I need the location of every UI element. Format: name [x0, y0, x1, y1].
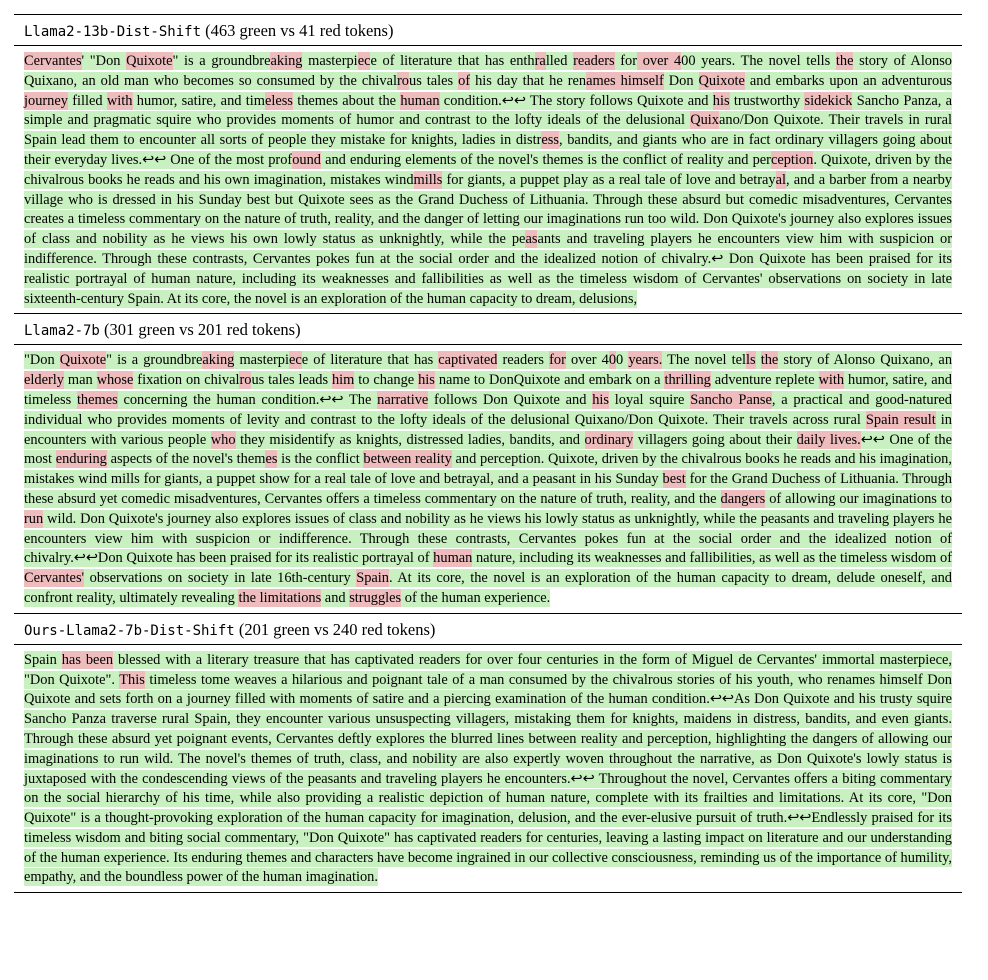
green-token: concerning the human condition.↩↩ The: [117, 391, 378, 408]
green-token: for giants, a puppet play as a real tale of love and betray: [442, 171, 776, 188]
red-token: aking: [202, 352, 235, 369]
red-token: ordinary: [584, 431, 634, 448]
red-token: This: [119, 671, 145, 688]
red-token: ess: [541, 132, 560, 149]
red-token: who: [210, 431, 236, 448]
green-token: . At its core, the novel is an exploration of the human capacity to dream, delude oneself, and confront reality, ultimately revealing: [24, 570, 952, 606]
green-token: " is a groundbre: [172, 53, 271, 69]
red-token: Quixote: [126, 53, 173, 69]
green-token: , bandits, and giants who are in fact ordinary villagers going about their everyday lives.↩↩ One of the most prof: [24, 132, 953, 168]
red-token: human: [400, 92, 440, 109]
green-token: . Quixote, driven by the chivalrous books he reads and his own imagination, mistakes wind: [24, 151, 952, 188]
green-token: name to DonQuixote and embark on a: [434, 372, 665, 389]
green-token: and embarks upon an adventurous: [744, 72, 952, 89]
green-token: story of Alonso Quixano, an: [778, 352, 953, 369]
green-token: themes about the: [292, 92, 401, 109]
red-token: Cervantes: [24, 53, 82, 69]
red-token: the limitations: [238, 589, 322, 606]
red-token: mills: [413, 171, 443, 188]
red-token: run: [24, 510, 44, 527]
green-token: e of literature that has: [301, 352, 439, 369]
red-token: ro: [239, 372, 252, 389]
green-token: and perception. Quixote, driven by the chivalrous books he reads and his imagination, mistakes wind mills for giants, a puppet show for a real tale of love and betrayal, and a peasant in his Sunday: [24, 451, 952, 488]
red-token: his: [712, 92, 730, 109]
green-token: fixation on chival: [133, 372, 240, 389]
bottom-rule: [14, 892, 962, 893]
green-token: us tales: [409, 72, 459, 89]
green-token: aspects of the novel's them: [106, 451, 266, 468]
green-token: Sancho Panza, a simple and pragmatic squire who provides moments of humor and contrast to the lofty ideals of the delusional: [24, 92, 952, 129]
red-token: elderly: [24, 372, 64, 389]
red-token: es: [265, 451, 278, 468]
section-header-2: [14, 314, 962, 344]
red-token: readers: [573, 53, 615, 69]
green-token: observations on society in late 16th-century: [84, 570, 357, 587]
green-token: humor, satire, and timeless: [24, 372, 953, 408]
red-token: ound: [292, 151, 321, 168]
token-count: (201 green vs 240 red tokens): [238, 619, 436, 639]
green-token: e of literature that has enth: [370, 53, 535, 69]
green-token: [756, 351, 761, 369]
red-token: has been: [61, 651, 114, 668]
green-token: man: [63, 372, 97, 389]
green-token: story of Alonso Quixano, an old man who becomes so consumed by the chival: [24, 53, 952, 89]
red-token: between reality: [363, 451, 452, 468]
red-token: his: [418, 372, 435, 389]
section-text-1: [14, 46, 962, 313]
red-token: enduring: [55, 451, 107, 468]
red-token: best: [662, 471, 686, 488]
green-token: The novel tel: [662, 352, 747, 369]
red-token: ra: [534, 53, 546, 69]
red-token: ames himself: [586, 72, 664, 89]
red-token: human: [433, 550, 473, 567]
green-token: his day that he ren: [470, 72, 587, 89]
red-token: for: [549, 352, 566, 369]
red-token: ception: [770, 151, 814, 168]
red-token: struggles: [349, 589, 402, 606]
green-token: masterpi: [302, 53, 358, 69]
red-token: themes: [76, 391, 118, 408]
model-name: Llama2-7b: [24, 323, 100, 340]
green-token: loyal squire: [608, 391, 691, 408]
green-token: 0: [616, 352, 629, 369]
green-token: in encounters with various people: [24, 411, 952, 448]
green-token: trustworthy: [729, 92, 805, 109]
green-token: filled: [67, 92, 107, 109]
red-token: with: [818, 372, 845, 389]
red-token: thrilling: [664, 372, 711, 389]
token-count: (463 green vs 41 red tokens): [205, 21, 394, 40]
red-token: ec: [289, 352, 302, 369]
green-token: , a practical and good-natured individual who provides moments of levity and contrast to the lofty ideals of the delusional Quixano/Don Quixote. Their travels across rural: [24, 391, 952, 428]
green-token: us tales leads: [251, 372, 332, 389]
green-token: ' "Don: [81, 53, 127, 69]
green-token: readers: [497, 352, 550, 369]
red-token: narrative: [377, 391, 429, 408]
red-token: dangers: [720, 490, 766, 507]
red-token: eless: [264, 92, 293, 109]
green-token: follows Don Quixote and: [428, 391, 593, 408]
red-token: Cervantes': [24, 570, 85, 587]
green-token: is the conflict: [277, 451, 364, 468]
green-token: , and a barber from a nearby village who is dressed in his Sunday best but Quixote sees as the Grand Duchess of Lithuania. Through these absurd but comedic misadventures, Cervantes creates a timeless commentary on the nature of truth, reality, and the danger of letting our imaginations run too wild. Don Quixote's journey also explores issues of class and nobility as he views his own lowly status as unknightly, while the pe: [24, 171, 952, 248]
green-token: blessed with a literary treasure that has captivated readers for over four centuries in the form of Miguel de Cervantes' immortal masterpiece, "Don Quixote".: [24, 651, 952, 688]
red-token: Spain result: [865, 411, 936, 428]
green-token: Spain: [24, 651, 62, 668]
red-token: ec: [357, 53, 371, 69]
red-token: Quix: [690, 112, 719, 129]
green-token: wild. Don Quixote's journey also explores issues of class and nobility as he views his lowly status as unknightly, while the peasants and traveling players he encounters view him with suspicion or indifference. Through these contrasts, Cervantes pokes fun at the social order and the idealized notion of chivalry.↩↩Don Quixote has been praised for its realistic portrayal of: [24, 510, 952, 567]
red-token: as: [525, 231, 538, 248]
green-token: "Don: [24, 352, 60, 369]
green-token: for the Grand Duchess of Lithuania. Through these absurd yet comedic misadventures, Cervantes offers a timeless commentary on the nature of truth, reality, and the: [24, 471, 952, 507]
red-token: years.: [628, 352, 663, 369]
green-token: 00 years. The novel tells: [681, 53, 836, 69]
red-token: journey: [24, 92, 68, 109]
model-name: Llama2-13b-Dist-Shift: [24, 24, 202, 40]
green-token: of the human experience.: [401, 589, 551, 606]
green-token: of allowing our imaginations to: [765, 490, 952, 507]
green-token: ↩↩ One of the most: [24, 431, 952, 468]
green-token: ano/Don Quixote. Their travels in rural Spain lead them to encounter all sorts of people they mistake for knights, ladies in distr: [24, 112, 952, 149]
green-token: ants and traveling players he encounters view him with suspicion or indifference. Through these contrasts, Cervantes pokes fun at the social order and the idealized notion of chivalry.↩ Don Quixote has been praised for its realistic portrayal of human nature, including its weaknesses and fallibilities as well as the timeless wisdom of Cervantes' observations on society in late sixteenth-century Spain. At its core, the novel is an exploration of the human capacity to dream, delusions,: [24, 231, 952, 307]
green-token: to change: [354, 372, 419, 389]
red-token: 0: [608, 352, 617, 369]
token-count: (301 green vs 201 red tokens): [103, 320, 301, 340]
red-token: his: [592, 391, 609, 408]
red-token: whose: [96, 372, 134, 389]
green-token: over 4: [565, 352, 609, 369]
section-header-3: [14, 614, 962, 644]
green-token: condition.↩↩ The story follows Quixote and: [439, 92, 713, 109]
green-token: and enduring elements of the novel's themes is the conflict of reality and per: [320, 151, 771, 168]
green-token: they misidentify as knights, distressed ladies, bandits, and: [235, 431, 585, 448]
section-text-3: [14, 645, 962, 893]
red-token: of: [458, 72, 471, 89]
red-token: Quixote: [59, 352, 107, 369]
green-token: Don: [663, 72, 699, 89]
red-token: Quixote: [698, 72, 745, 89]
green-token: nature, including its weaknesses and fallibilities, as well as the timeless wisdom of: [472, 550, 952, 567]
red-token: ro: [397, 72, 410, 89]
green-token: masterpi: [234, 352, 289, 369]
red-token: him: [331, 372, 355, 389]
red-token: the: [760, 352, 779, 369]
red-token: aking: [270, 53, 303, 69]
green-token: and: [321, 589, 350, 606]
red-token: captivated: [438, 352, 498, 369]
green-token: for: [614, 53, 638, 69]
red-token: ls: [746, 352, 756, 369]
section-text-2: [14, 345, 962, 612]
green-token: timeless tome weaves a hilarious and poignant tale of a man consumed by the chivalrous stories of his youth, who renames himself Don Quixote and sets forth on a journey filled with moments of satire and a piercing examination of the human condition.↩↩As Don Quixote and his trusty squire Sancho Panza traverse rural Spain, they encounter various unsuspecting villagers, mistaking them for knights, maidens in distress, bandits, and even giants. Through these absurd yet poignant events, Cervantes deftly explores the blurred lines between reality and perception, highlighting the dangers of allowing our imaginations to run wild. The novel's themes of truth, class, and nobility are also expertly woven throughout the narrative, as Don Quixote's lowly status is juxtaposed with the condescending views of the peasants and traveling players he encounters.↩↩ Throughout the novel, Cervantes offers a biting commentary on the social hierarchy of his time, while also providing a realistic depiction of human nature, complete with its frailties and limitations. At its core, "Don Quixote" is a thought-provoking exploration of the human capacity for imagination, delusion, and the ever-elusive pursuit of truth.↩↩Endlessly praised for its timeless wisdom and biting social commentary, "Don Quixote" has captivated readers for centuries, leaving a lasting impact on literature and our understanding of the human experience. Its enduring themes and characters have become ingrained in our collective consciousness, reminding us of the importance of humility, empathy, and the boundless power of the human imagination.: [24, 671, 952, 886]
red-token: Spain: [356, 570, 389, 587]
green-token: lled: [545, 53, 574, 69]
section-header-1: [14, 15, 962, 45]
green-token: adventure replete: [710, 372, 819, 389]
comparison-table: [14, 14, 962, 893]
model-name: Ours-Llama2-7b-Dist-Shift: [24, 622, 235, 639]
green-token: " is a groundbre: [106, 352, 203, 369]
green-token: villagers going about their: [633, 431, 797, 448]
red-token: al: [775, 171, 787, 188]
green-token: humor, satire, and tim: [132, 92, 265, 109]
red-token: daily lives.: [796, 431, 861, 448]
red-token: the: [835, 53, 854, 69]
red-token: sidekick: [804, 92, 853, 109]
red-token: Sancho Panse: [690, 391, 772, 408]
red-token: with: [106, 92, 133, 109]
red-token: over 4: [637, 53, 682, 69]
